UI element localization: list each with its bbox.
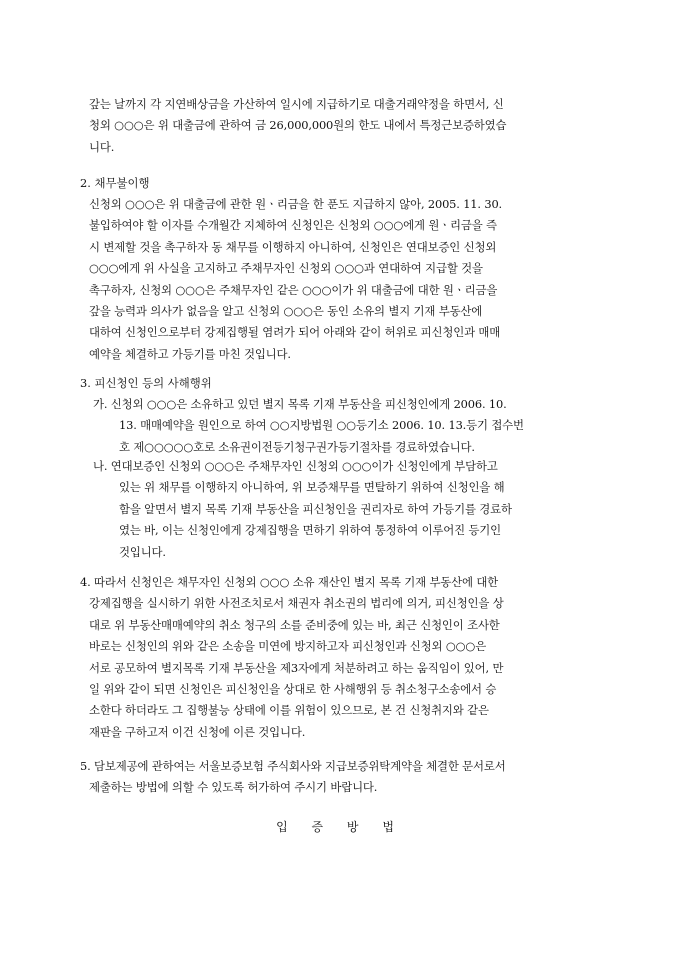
section-3-heading: 3. 피신청인 등의 사해행위 <box>80 376 212 390</box>
section-3-item-ga <box>93 394 601 458</box>
section-3-item-na <box>93 456 601 563</box>
section-5-paragraph <box>80 756 601 799</box>
section-4-line: 강제집행을 실시하기 위한 사전조치로서 채권자 취소권의 법리에 의거, 피신청인을 상 <box>89 596 504 611</box>
section-4-line: 4. 따라서 신청인은 채무자인 신청외 ○○○ 소유 재산인 별지 목록 기재 부동산에 대한 <box>80 575 499 589</box>
intro-line-2: 청외 ○○○은 위 대출금에 관하여 금 26,000,000원의 한도 내에서 특정근보증하였습 <box>89 118 507 133</box>
intro-paragraph <box>89 94 601 158</box>
intro-line-3: 니다. <box>89 139 115 154</box>
item-ga-line: 가. 신청외 ○○○은 소유하고 있던 별지 목록 기재 부동산을 피신청인에게 2006. 10. <box>93 397 507 411</box>
item-na-line: 나. 연대보증인 신청외 ○○○은 주채무자인 신청외 ○○○이가 신청인에게 부담하고 <box>93 459 498 473</box>
evidence-methods-title: 입 증 방 법 <box>276 820 404 834</box>
item-na-line: 였는 바, 이는 신청인에게 강제집행을 면하기 위하여 통정하여 이루어진 등기인 <box>119 523 502 538</box>
section-2-line: 신청외 ○○○은 위 대출금에 관한 원ㆍ리금을 한 푼도 지급하지 않아, 2005. 11. 30. <box>89 197 503 211</box>
item-na-line: 것입니다. <box>119 544 166 559</box>
section-2-line: 갚을 능력과 의사가 없음을 알고 신청외 ○○○은 동인 소유의 별지 기재 부동산에 <box>89 304 483 319</box>
section-5-line: 5. 담보제공에 관하여는 서울보증보험 주식회사와 지급보증위탁계약을 체결한 문서로서 <box>80 759 506 773</box>
section-4-line: 재판을 구하고저 이건 신청에 이른 것입니다. <box>89 724 306 739</box>
section-2-line: 시 변제할 것을 촉구하자 동 채무를 이행하지 아니하여, 신청인은 연대보증인 신청외 <box>89 239 497 254</box>
section-4-line: 대로 위 부동산매매예약의 취소 청구의 소를 준비중에 있는 바, 최근 신청인이 조사한 <box>89 617 500 632</box>
section-2-line: ○○○에게 위 사실을 고지하고 주채무자인 신청외 ○○○과 연대하여 지급할 것을 <box>89 261 483 276</box>
section-2-heading: 2. 채무불이행 <box>80 176 150 190</box>
section-2-line: 예약을 체결하고 가등기를 마친 것입니다. <box>89 346 291 361</box>
item-na-line: 있는 위 채무를 이행하지 아니하여, 위 보증채무를 면탈하기 위하여 신청인을 해 <box>119 480 505 495</box>
item-na-line: 함을 알면서 별지 목록 기재 부동산을 피신청인을 권리자로 하여 가등기를 경료하 <box>119 501 512 516</box>
section-2-line: 불입하여야 할 이자를 수개월간 지체하여 신청인은 신청외 ○○○에게 원ㆍ리금을 즉 <box>89 218 497 233</box>
section-2-paragraph <box>89 194 601 365</box>
item-ga-line: 호 제○○○○○호로 소유권이전등기청구권가등기절차를 경료하였습니다. <box>119 439 475 454</box>
section-4-line: 소한다 하더라도 그 집행불능 상태에 이를 위험이 있으므로, 본 건 신청취지와 같은 <box>89 703 489 718</box>
item-ga-line: 13. 매매예약을 원인으로 하여 ○○지방법원 ○○등기소 2006. 10. 13.등기 접수번 <box>119 418 524 433</box>
section-2-line: 촉구하자, 신청외 ○○○은 주채무자인 같은 ○○○이가 위 대출금에 대한 원ㆍ리금을 <box>89 282 498 297</box>
section-2-line: 대하여 신청인으로부터 강제집행될 염려가 되어 아래와 같이 허위로 피신청인과 매매 <box>89 325 501 340</box>
section-4-line: 일 위와 같이 되면 신청인은 피신청인을 상대로 한 사해행위 등 취소청구소송에서 승 <box>89 682 497 697</box>
section-4-line: 바로는 신청인의 위와 같은 소송을 미연에 방지하고자 피신청인과 신청외 ○○○은 <box>89 639 487 654</box>
intro-line-1: 갚는 날까지 각 지연배상금을 가산하여 일시에 지급하기로 대출거래약정을 하면서, 신 <box>89 97 504 111</box>
section-4-line: 서로 공모하여 별지목록 기재 부동산을 제3자에게 처분하려고 하는 움직임이 있어, 만 <box>89 660 504 675</box>
section-5-line: 제출하는 방법에 의할 수 있도록 허가하여 주시기 바랍니다. <box>89 780 378 795</box>
section-4-paragraph <box>80 572 601 743</box>
